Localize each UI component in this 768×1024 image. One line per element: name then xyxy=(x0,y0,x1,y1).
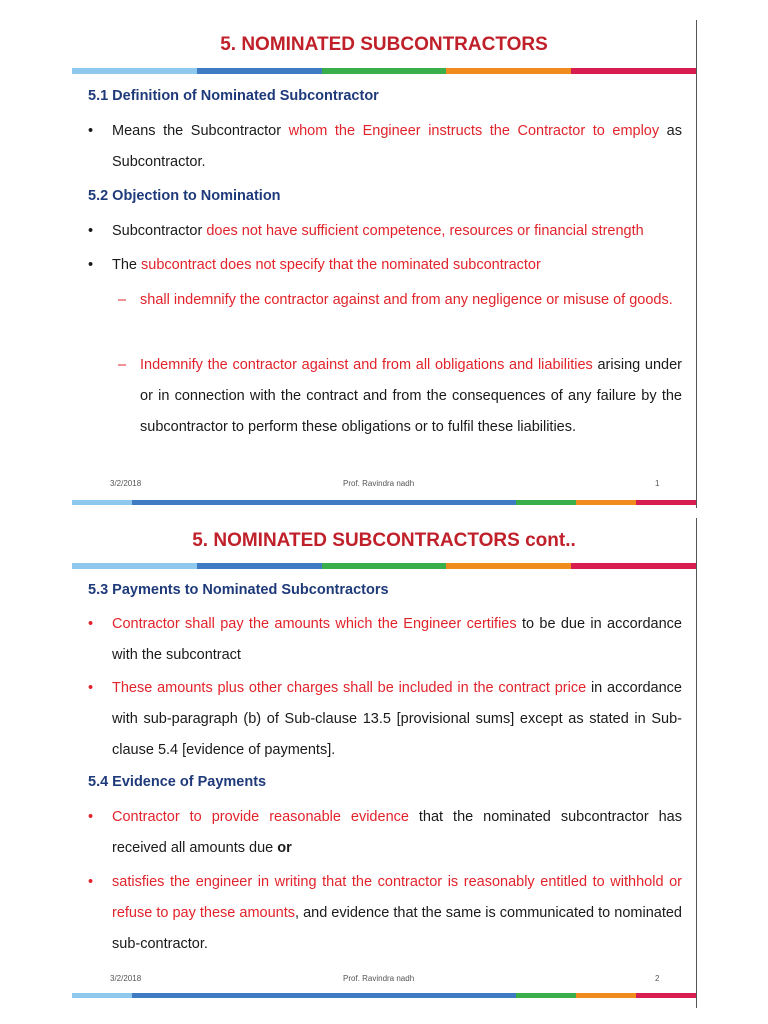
slide-border xyxy=(696,518,697,1008)
color-segment xyxy=(72,563,197,569)
emphasis-text: Contractor to provide reasonable evidence xyxy=(112,809,409,825)
footer-author: Prof. Ravindra nadh xyxy=(343,974,415,983)
title-color-bar xyxy=(72,68,696,74)
emphasis-text: shall indemnify the contractor against and from any negligence or misuse of goods. xyxy=(140,292,673,308)
dash-icon: – xyxy=(118,357,127,373)
sub-bullet-text xyxy=(140,350,682,443)
text-run: that the nominated subcontractor has received all amounts due xyxy=(112,809,682,856)
color-segment xyxy=(636,993,696,998)
color-segment xyxy=(576,500,636,505)
footer-page-number: 1 xyxy=(655,479,660,488)
color-segment xyxy=(571,563,696,569)
bullet-icon: • xyxy=(88,223,94,239)
section-heading: 5.2 Objection to Nomination xyxy=(88,188,281,204)
emphasis-text: satisfies the engineer in writing that the contractor is reasonably entitled to withhold or refuse to pay these amounts xyxy=(112,874,682,921)
footer-color-bar xyxy=(72,500,696,505)
color-segment xyxy=(446,563,571,569)
slide-2 xyxy=(0,512,768,1024)
color-segment xyxy=(636,500,696,505)
emphasis-text: whom the Engineer instructs the Contractor to employ xyxy=(288,123,660,139)
slide-title: 5. NOMINATED SUBCONTRACTORS xyxy=(220,34,548,55)
slide-1 xyxy=(0,0,768,510)
bullet-text xyxy=(112,673,682,766)
bullet-text xyxy=(112,609,682,671)
text-run: arising under or in connection with the contract and from the consequences of any failure by the subcontractor to perform these obligations or to fulfil these liabilities. xyxy=(140,357,683,435)
color-segment xyxy=(197,563,322,569)
bullet-text xyxy=(112,867,682,960)
bullet-icon: • xyxy=(88,680,94,696)
bullet-icon: • xyxy=(88,616,94,632)
footer-color-bar xyxy=(72,993,696,998)
slide-title: 5. NOMINATED SUBCONTRACTORS cont.. xyxy=(192,530,576,551)
color-segment xyxy=(197,68,322,74)
dash-icon: – xyxy=(118,292,127,308)
emphasis-text: Indemnify the contractor against and from all obligations and liabilities xyxy=(140,357,593,373)
color-segment xyxy=(72,993,132,998)
color-segment xyxy=(322,563,447,569)
bold-text: or xyxy=(277,840,292,856)
bullet-icon: • xyxy=(88,809,94,825)
color-segment xyxy=(516,500,576,505)
footer-date: 3/2/2018 xyxy=(110,479,142,488)
footer-author: Prof. Ravindra nadh xyxy=(343,479,415,488)
color-segment xyxy=(72,68,197,74)
text-run: The xyxy=(112,257,142,273)
bullet-text xyxy=(112,216,682,247)
sub-bullet-text xyxy=(140,285,682,316)
color-segment xyxy=(446,68,571,74)
slide-border xyxy=(696,20,697,508)
bullet-text xyxy=(112,802,682,864)
text-run: , and evidence that the same is communicated to nominated sub-contractor. xyxy=(112,905,682,952)
color-segment xyxy=(576,993,636,998)
color-segment xyxy=(322,68,447,74)
bullet-text xyxy=(112,116,682,178)
title-color-bar xyxy=(72,563,696,569)
bullet-text xyxy=(112,250,682,281)
section-heading: 5.1 Definition of Nominated Subcontractor xyxy=(88,88,379,104)
text-run: to be due in accordance with the subcontract xyxy=(112,616,682,663)
section-heading: 5.4 Evidence of Payments xyxy=(88,774,267,790)
color-segment xyxy=(516,993,576,998)
emphasis-text: does not have sufficient competence, resources or financial strength xyxy=(206,223,644,239)
footer-page-number: 2 xyxy=(655,974,660,983)
emphasis-text: Contractor shall pay the amounts which the Engineer certifies xyxy=(112,616,517,632)
text-run: Means the Subcontractor xyxy=(112,123,289,139)
section-heading: 5.3 Payments to Nominated Subcontractors xyxy=(88,582,389,598)
color-segment xyxy=(72,500,132,505)
bullet-icon: • xyxy=(88,123,94,139)
text-run: as Subcontractor. xyxy=(112,123,683,170)
footer-date: 3/2/2018 xyxy=(110,974,142,983)
color-segment xyxy=(132,500,516,505)
bullet-icon: • xyxy=(88,874,94,890)
bullet-icon: • xyxy=(88,257,94,273)
text-run: Subcontractor xyxy=(112,223,207,239)
color-segment xyxy=(132,993,516,998)
color-segment xyxy=(571,68,696,74)
emphasis-text: These amounts plus other charges shall be included in the contract price xyxy=(112,680,587,696)
text-run: in accordance with sub-paragraph (b) of Sub-clause 13.5 [provisional sums] except as stated in Sub-clause 5.4 [evidence of payments]. xyxy=(112,680,682,758)
emphasis-text: subcontract does not specify that the nominated subcontractor xyxy=(141,257,541,273)
